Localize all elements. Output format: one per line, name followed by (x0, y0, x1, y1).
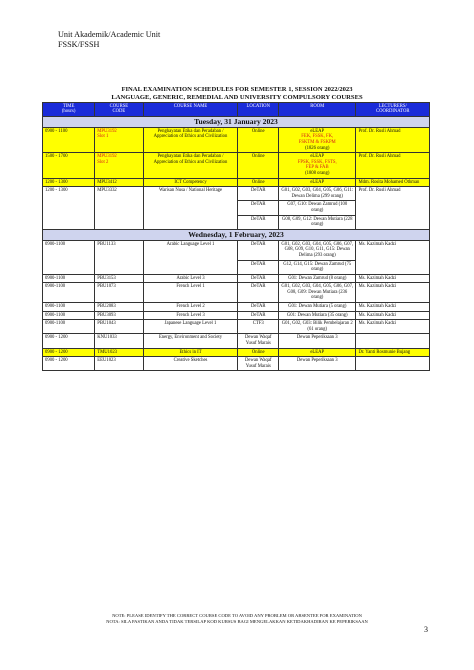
unit-header-line2: FSSK/FSSH (58, 40, 100, 49)
table-row: 0900 - 1100 MPU3192 Slot 1 Penghayatan Etika dan Peradaban / Appreciation of Ethics and Civilization Online eLEAP FEK, FSSK, FK, FSKTM & FSKPM (1826 orang) Prof. Dr. Rusli Ahmad (43, 127, 430, 152)
col-course-code: COURSE CODE (95, 103, 143, 117)
table-row: 1200 - 1300 MPU3412 ICT Competency Online eLEAP Mdm. Rosita Mohamed Othman (43, 178, 430, 187)
table-header-row (43, 103, 430, 117)
title-line2: LANGUAGE, GENERIC, REMEDIAL AND UNIVERSITY COMPULSORY COURSES (111, 94, 363, 101)
col-lecturer: LECTURERS/ COORDINATOR (356, 103, 430, 117)
table-row: DeTAR G12, G14, G15: Dewan Zamrud (75 orang) (43, 260, 430, 274)
table-row: 0900-1100 PBU1133 Arabic Language Level 1 DeTAR G01, G02, G03, G04, G05, G06, G07, G08, G09, G10, G11, G15: Dewan Delima (293 orang) Ms. Kazimah Kadzi (43, 240, 430, 260)
table-row: 0900-1100 PBU1073 French Level 1 DeTAR G01, G02, G03, G04, G05, G06, G07, G08, G09: Dewan Mutiara (236 orang) Ms. Kazimah Kadzi (43, 283, 430, 303)
table-row: 1200 - 1300 MPU3332 Warisan Nusa / National Heritage DeTAR G01, G02, G03, G04, G05, G06, G11: Dewan Delima (299 orang) Prof. Dr. Rusli Ahmad (43, 187, 430, 201)
day-row (43, 229, 430, 240)
title-line1: FINAL EXAMINATION SCHEDULES FOR SEMESTER 1, SESSION 2022/2023 (121, 86, 353, 93)
footer-note-english: NOTE: PLEASE IDENTIFY THE CORRECT COURSE CODE TO AVOID ANY PROBLEM OR ABSENTEE FOR EXAMINATION (112, 613, 362, 618)
table-row: 0900-1100 PBU3093 French Level 3 DeTAR G01: Dewan Mutiara (35 orang) Ms. Kazimah Kadzi (43, 311, 430, 320)
footer-note-malay: NOTA: SILA PASTIKAN ANDA TIDAK TERSILAP KOD KURSUS BAGI MENGELAKKAN KETIDAKHADIRAN KE PEPERIKSAAN (106, 619, 368, 624)
col-time: TIME (hours) (43, 103, 95, 117)
unit-header (58, 30, 160, 50)
footer-note (0, 613, 474, 625)
day-row (43, 116, 430, 127)
col-course-name: COURSE NAME (143, 103, 238, 117)
col-location: LOCATION (238, 103, 279, 117)
table-row: DeTAR G07, G10: Dewan Zamrud (100 orang) (43, 201, 430, 215)
unit-header-line1: Unit Akademik/Academic Unit (58, 30, 161, 39)
col-room: ROOM (279, 103, 356, 117)
table-row: 1500 - 1700 MPU3192 Slot 2 Penghayatan Etika dan Peradaban / Appreciation of Ethics and Civilization Online eLEAP FPSK, FSSK, FSTS, FEP & FAB (1808 orang) Prof. Dr. Rusli Ahmad (43, 153, 430, 178)
table-row: 0900 - 1200 EEU1023 Creative Sketches Dewan Waqaf Yusuf Marais Dewan Peperiksaan 3 (43, 357, 430, 371)
table-row: 0900-1100 PBU1043 Japanese Language Level 1 CTF3 G01, G02, G03: Bilik Pembelajaran 2 (61 orang) Ms. Kazimah Kadzi (43, 320, 430, 334)
table-row: 0900 - 1200 TMU1023 Ethics in IT Online eLEAP Dr. Yanti Rosmunie Bujang (43, 348, 430, 357)
document-title (0, 86, 474, 102)
exam-schedule-table (42, 102, 430, 371)
day-label: Wednesday, 1 February, 2023 (43, 229, 430, 240)
table-row: 0900-1100 PBU2083 French Level 2 DeTAR G01: Dewan Mutiara (5 orang) Ms. Kazimah Kadzi (43, 303, 430, 312)
table-row: DeTAR G08, G09, G12: Dewan Mutiara (228 orang) (43, 215, 430, 229)
table-row: 0900 - 1200 KNU1033 Energy, Environment and Society Dewan Waqaf Yusuf Marais Dewan Peperiksaan 3 (43, 334, 430, 348)
page-number: 3 (424, 625, 428, 634)
table-row: 0900-1100 PBU3153 Arabic Level 3 DeTAR G01: Dewan Zamrud (8 orang) Ms. Kazimah Kadzi (43, 274, 430, 283)
day-label: Tuesday, 31 January 2023 (43, 116, 430, 127)
